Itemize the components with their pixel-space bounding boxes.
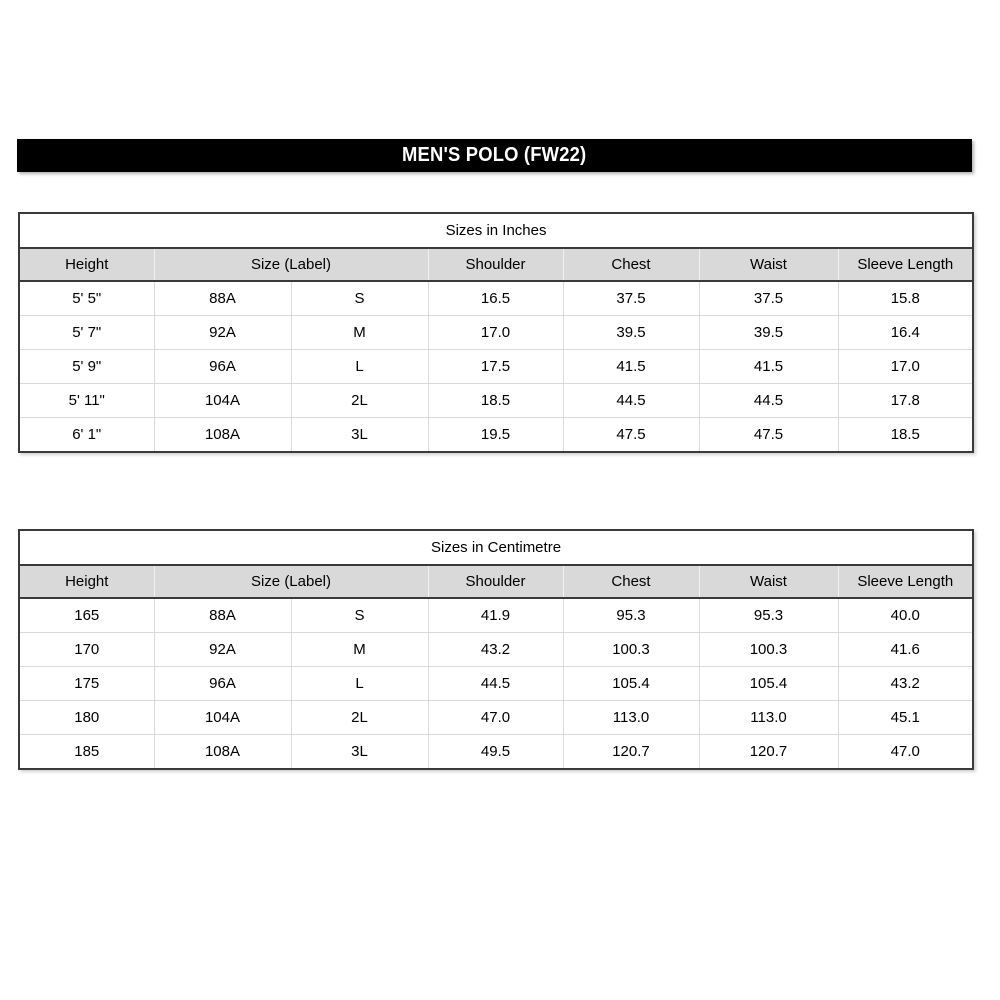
cell-shoulder: 19.5 bbox=[428, 418, 563, 453]
cell-size-code: 96A bbox=[154, 350, 291, 384]
cell-sleeve-length: 47.0 bbox=[838, 735, 973, 770]
cell-height: 165 bbox=[19, 598, 154, 633]
cell-size-code: 96A bbox=[154, 667, 291, 701]
title-banner bbox=[17, 139, 972, 172]
cell-size-code: 104A bbox=[154, 701, 291, 735]
cell-size-label: M bbox=[291, 316, 428, 350]
cell-sleeve-length: 17.8 bbox=[838, 384, 973, 418]
table-row bbox=[19, 281, 973, 316]
cell-height: 5' 7" bbox=[19, 316, 154, 350]
cell-size-label: M bbox=[291, 633, 428, 667]
column-header-height: Height bbox=[19, 248, 154, 281]
cell-size-code: 108A bbox=[154, 735, 291, 770]
column-header-height: Height bbox=[19, 565, 154, 598]
cell-size-label: 3L bbox=[291, 735, 428, 770]
cell-shoulder: 41.9 bbox=[428, 598, 563, 633]
cell-sleeve-length: 15.8 bbox=[838, 281, 973, 316]
column-header-waist: Waist bbox=[699, 565, 838, 598]
table-row bbox=[19, 667, 973, 701]
cell-size-label: S bbox=[291, 281, 428, 316]
column-header-chest: Chest bbox=[563, 248, 699, 281]
cell-chest: 39.5 bbox=[563, 316, 699, 350]
table-title: Sizes in Centimetre bbox=[19, 530, 973, 565]
cell-chest: 100.3 bbox=[563, 633, 699, 667]
table-row bbox=[19, 384, 973, 418]
cell-chest: 37.5 bbox=[563, 281, 699, 316]
table-title: Sizes in Inches bbox=[19, 213, 973, 248]
cell-height: 5' 9" bbox=[19, 350, 154, 384]
column-header-chest: Chest bbox=[563, 565, 699, 598]
size-table-inches bbox=[18, 212, 974, 453]
cell-height: 185 bbox=[19, 735, 154, 770]
table-title-row bbox=[19, 530, 973, 565]
page-title: MEN'S POLO (FW22) bbox=[402, 144, 587, 166]
cell-size-code: 88A bbox=[154, 281, 291, 316]
column-header-shoulder: Shoulder bbox=[428, 565, 563, 598]
cell-size-label: 3L bbox=[291, 418, 428, 453]
cell-sleeve-length: 18.5 bbox=[838, 418, 973, 453]
cell-sleeve-length: 45.1 bbox=[838, 701, 973, 735]
cell-shoulder: 18.5 bbox=[428, 384, 563, 418]
table-row bbox=[19, 701, 973, 735]
cell-size-code: 88A bbox=[154, 598, 291, 633]
table-row bbox=[19, 735, 973, 770]
cell-height: 180 bbox=[19, 701, 154, 735]
cell-shoulder: 17.5 bbox=[428, 350, 563, 384]
cell-chest: 44.5 bbox=[563, 384, 699, 418]
column-header-waist: Waist bbox=[699, 248, 838, 281]
table-row bbox=[19, 633, 973, 667]
cell-waist: 47.5 bbox=[699, 418, 838, 453]
cell-chest: 105.4 bbox=[563, 667, 699, 701]
cell-size-code: 108A bbox=[154, 418, 291, 453]
table-title-row bbox=[19, 213, 973, 248]
table-row bbox=[19, 418, 973, 453]
cell-size-code: 92A bbox=[154, 633, 291, 667]
column-header-size-label: Size (Label) bbox=[154, 565, 428, 598]
cell-waist: 41.5 bbox=[699, 350, 838, 384]
cell-shoulder: 16.5 bbox=[428, 281, 563, 316]
cell-size-label: 2L bbox=[291, 701, 428, 735]
cell-chest: 47.5 bbox=[563, 418, 699, 453]
cell-chest: 95.3 bbox=[563, 598, 699, 633]
column-header-shoulder: Shoulder bbox=[428, 248, 563, 281]
cell-size-code: 104A bbox=[154, 384, 291, 418]
cell-height: 5' 5" bbox=[19, 281, 154, 316]
cell-shoulder: 49.5 bbox=[428, 735, 563, 770]
column-header-sleeve-length: Sleeve Length bbox=[838, 248, 973, 281]
cell-shoulder: 17.0 bbox=[428, 316, 563, 350]
cell-sleeve-length: 43.2 bbox=[838, 667, 973, 701]
cell-size-code: 92A bbox=[154, 316, 291, 350]
cell-shoulder: 44.5 bbox=[428, 667, 563, 701]
cell-waist: 37.5 bbox=[699, 281, 838, 316]
cell-height: 6' 1" bbox=[19, 418, 154, 453]
cell-height: 5' 11" bbox=[19, 384, 154, 418]
column-header-size-label: Size (Label) bbox=[154, 248, 428, 281]
cell-size-label: L bbox=[291, 350, 428, 384]
cell-sleeve-length: 41.6 bbox=[838, 633, 973, 667]
cell-chest: 41.5 bbox=[563, 350, 699, 384]
cell-height: 175 bbox=[19, 667, 154, 701]
cell-waist: 95.3 bbox=[699, 598, 838, 633]
table-row bbox=[19, 316, 973, 350]
size-table-centimetre bbox=[18, 529, 974, 770]
cell-sleeve-length: 17.0 bbox=[838, 350, 973, 384]
cell-waist: 100.3 bbox=[699, 633, 838, 667]
cell-sleeve-length: 16.4 bbox=[838, 316, 973, 350]
cell-size-label: S bbox=[291, 598, 428, 633]
cell-sleeve-length: 40.0 bbox=[838, 598, 973, 633]
cell-waist: 120.7 bbox=[699, 735, 838, 770]
cell-chest: 120.7 bbox=[563, 735, 699, 770]
cell-shoulder: 43.2 bbox=[428, 633, 563, 667]
cell-chest: 113.0 bbox=[563, 701, 699, 735]
cell-waist: 105.4 bbox=[699, 667, 838, 701]
cell-height: 170 bbox=[19, 633, 154, 667]
cell-shoulder: 47.0 bbox=[428, 701, 563, 735]
table-row bbox=[19, 598, 973, 633]
cell-waist: 39.5 bbox=[699, 316, 838, 350]
column-header-sleeve-length: Sleeve Length bbox=[838, 565, 973, 598]
cell-waist: 44.5 bbox=[699, 384, 838, 418]
table-header-row bbox=[19, 248, 973, 281]
cell-waist: 113.0 bbox=[699, 701, 838, 735]
table-row bbox=[19, 350, 973, 384]
cell-size-label: L bbox=[291, 667, 428, 701]
table-header-row bbox=[19, 565, 973, 598]
cell-size-label: 2L bbox=[291, 384, 428, 418]
